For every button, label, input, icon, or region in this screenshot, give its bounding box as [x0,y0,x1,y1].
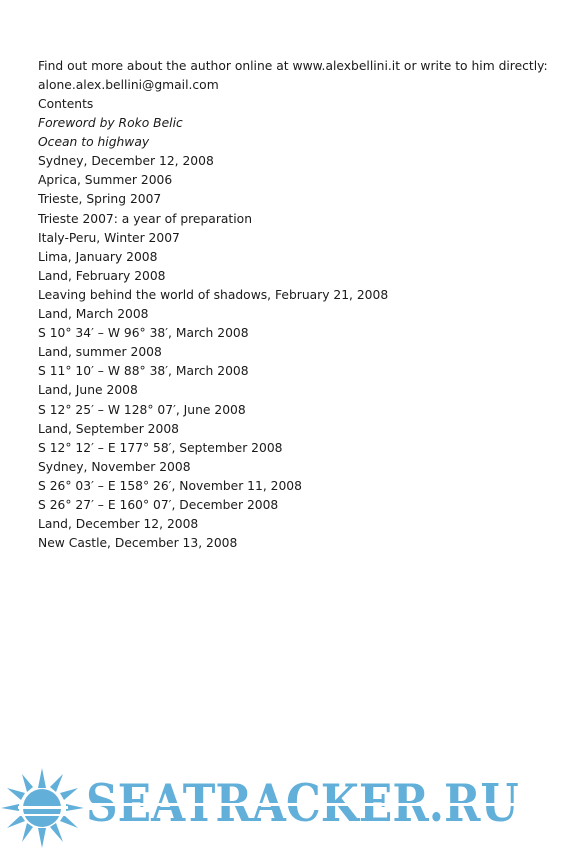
toc-entry: Italy-Peru, Winter 2007 [38,230,180,245]
toc-entry: New Castle, December 13, 2008 [38,536,238,551]
toc-entry: Sydney, December 12, 2008 [38,154,214,169]
toc-entry: Aprica, Summer 2006 [38,173,173,188]
document-page [38,57,558,553]
toc-entry: Trieste, Spring 2007 [38,192,162,207]
toc-entry: Land, June 2008 [38,383,138,398]
toc-entry: Sydney, November 2008 [38,459,191,474]
toc-entry: S 11° 10′ – W 88° 38′, March 2008 [38,364,249,379]
toc-entry: Land, December 12, 2008 [38,517,199,532]
table-of-contents [38,114,558,553]
toc-entry: Leaving behind the world of shadows, February 21, 2008 [38,287,389,302]
toc-entry: Land, September 2008 [38,421,179,436]
toc-entry: Lima, January 2008 [38,249,158,264]
contents-heading: Contents [38,97,94,111]
toc-entry: S 12° 25′ – W 128° 07′, June 2008 [38,402,246,417]
toc-entry: Land, March 2008 [38,307,149,322]
watermark-text: SEATRACKER.RU [86,774,519,834]
toc-entry: S 26° 03′ – E 158° 26′, November 11, 2008 [38,478,302,493]
toc-entry: S 26° 27′ – E 160° 07′, December 2008 [38,497,279,512]
sun-icon [0,766,86,850]
toc-entry: S 12° 12′ – E 177° 58′, September 2008 [38,440,283,455]
author-contact-text: Find out more about the author online at www.alexbellini.it or write to him directly: alone.alex.bellini@gmail.com [38,59,548,92]
watermark [0,766,566,850]
toc-entry: Foreword by Roko Belic [38,116,183,131]
toc-entry: Ocean to highway [38,135,150,150]
toc-entry: Land, February 2008 [38,268,166,283]
toc-entry: Land, summer 2008 [38,345,162,360]
toc-entry: S 10° 34′ – W 96° 38′, March 2008 [38,326,249,341]
toc-entry: Trieste 2007: a year of preparation [38,211,252,226]
